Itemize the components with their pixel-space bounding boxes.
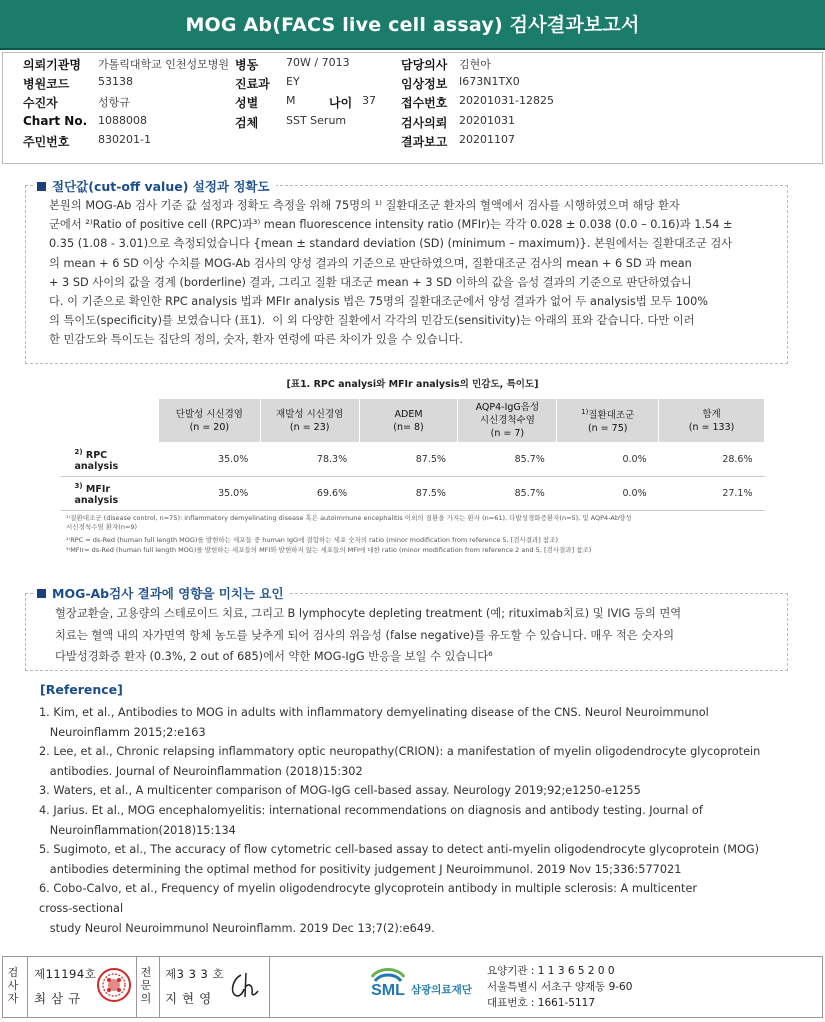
doctor-value: 김현아 [459,58,491,71]
request-label: 검사의뢰 [401,116,448,130]
table-cell: 78.3% [260,443,359,477]
hospcode-value: 53138 [98,75,133,88]
header-single-optic-neuritis: 단발성 시신경염 (n = 20) [158,399,260,443]
chart-label: Chart No. [23,114,88,128]
cutoff-heading [33,177,276,195]
table-footnote: ¹⁾질환대조군 (disease control, n=75): inflammatory demyelinating disease 혹은 autoimmune encephalitis 이외의 질환을 가지는 환자 (n=61), 다발성경화증환자(n=5), 및 AQP4-Ab양성 [66,514,632,522]
id-label: 주민번호 [23,135,70,149]
footer-divider [159,957,160,1017]
hospital-label: 의뢰기관명 [23,58,81,72]
table-header-row [61,399,765,443]
reference-line: 6. Cobo-Calvo, et al., Frequency of myelin oligodendrocyte glycoprotein antibody in multiple sclerosis: A multicenter [39,882,698,896]
table-cell: 0.0% [557,477,659,511]
tester-label: 검사자 [7,966,19,1005]
confirmer-number: 제3 3 3 호 [165,967,225,981]
clinical-label: 임상정보 [401,77,448,91]
report-value: 20201107 [459,133,515,146]
paragraph-line: 군에서 ²⁾Ratio of positive cell (RPC)과³⁾ mean fluorescence intensity ratio (MFIr)는 각각 0.028 ± 0.038 (0.0 – 0.16)과 1.54 ± [49,218,733,232]
paragraph-line: 의 특이도(specificity)를 보였습니다 (표1). 이 외 다양한 질환에서 각각의 민감도(sensitivity)는 아래의 표와 같습니다. 다만 이러 [49,314,695,328]
table-caption: [표1. RPC analysi와 MFIr analysis의 민감도, 특이도] [286,379,539,390]
lab-code: 요양기관 : 1 1 3 6 5 2 0 0 [487,965,615,977]
paragraph-line: 한 민감도와 특이도는 집단의 정의, 숫자, 환자 연령에 따른 차이가 있을 수 있습니다. [49,333,463,347]
header-aqp4-negative-nmo: AQP4-IgG음성 시신경척수염 (n = 7) [458,399,557,443]
accession-label: 접수번호 [401,96,448,110]
reference-line: antibodies determining the optimal method for positivity judgement J Neuroimmunol. 2019 Nov 15;336:577021 [39,862,682,876]
table-cell: 69.6% [260,477,359,511]
confirmer-name: 지 현 영 [165,991,212,1006]
chart-value: 1088008 [98,114,147,127]
table-cell: 87.5% [359,443,458,477]
header-recurrent-optic-neuritis: 재발성 시신경염 (n = 23) [260,399,359,443]
patient-info [2,52,823,164]
table-row-rpc [61,443,765,477]
paragraph-line: 혈장교환술, 고용량의 스테로이드 치료, 그리고 B lymphocyte depleting treatment (예; rituximab치료) 및 IVIG 등의 면역 [55,607,682,620]
report-title: MOG Ab(FACS live cell assay) 검사결과보고서 [185,14,640,36]
paragraph-line: 치료는 혈액 내의 자가면역 항체 농도를 낮추게 되어 검사의 위음성 (false negative)를 유도할 수 있습니다. 매우 적은 숫자의 [55,628,674,642]
reference-line: 3. Waters, et al., A multicenter comparison of MOG-IgG cell-based assay. Neurology 2019;92;e1250-e1255 [39,784,641,798]
table-cell: 87.5% [359,477,458,511]
dept-label: 진료과 [235,77,270,91]
table-footnote: 시신경척수염 환자(n=9) [66,523,138,531]
dept-value: EY [286,75,300,88]
hospital-value: 가톨릭대학교 인천성모병원 [98,58,230,71]
reference-line: 5. Sugimoto, et al., The accuracy of flow cytometric cell-based assay to detect anti-myelin oligodendrocyte glycoprotein (MOG) [39,843,760,857]
name-value: 성항규 [98,96,130,109]
seal-stamp-icon [96,967,132,1003]
id-value: 830201-1 [98,133,151,146]
row-label-mfir: $^{3)}$ MFIr analysis [61,477,159,511]
age-label: 나이 [329,96,353,110]
signature-icon [227,971,263,1001]
hospcode-label: 병원코드 [23,77,70,91]
footer-divider [269,957,270,1017]
sex-label: 성별 [235,96,259,110]
table-row-mfir [61,477,765,511]
paragraph-line: 본원의 MOG-Ab 검사 기준 값 설정과 정확도 측정을 위해 75명의 ¹⁾ 질환대조군 환자의 혈액에서 검사를 시행하였으며 해당 환자 [49,199,680,212]
sml-logo-text: SML [371,982,405,999]
table-cell: 85.7% [458,443,557,477]
tester-name: 최 삼 규 [34,991,81,1006]
ward-label: 병동 [235,58,259,72]
age-value: 37 [362,94,376,107]
factors-heading-text: MOG-Ab검사 결과에 영향을 미치는 요인 [52,586,284,601]
reference-line: Neuroinflamm 2015;2:e163 [39,725,206,739]
reference-line: Neuroinflammation(2018)15:134 [39,823,236,837]
specimen-label: 검체 [235,116,259,130]
table-cell: 85.7% [458,477,557,511]
lab-address: 서울특별시 서초구 양재동 9-60 [487,981,633,993]
sex-value: M [286,94,296,107]
paragraph-line: 의 mean + 6 SD 이상 수치를 MOG-Ab 검사의 양성 결과의 기준으로 판단하였으며, 질환대조군 검사의 mean + 6 SD 과 mean [49,256,692,270]
ward-value: 70W / 7013 [286,56,350,69]
reference-line: 4. Jarius. Et al., MOG encephalomyelitis: international recommendations on diagnosis and antibody testing. Journal of [39,804,703,817]
tester-number: 제11194호 [34,967,97,981]
request-value: 20201031 [459,114,515,127]
paragraph-line: 다. 이 기준으로 확인한 RPC analysis 법과 MFIr analysis 법은 75명의 질환대조군에서 양성 결과가 없어 두 analysis법 모두 100% [49,295,709,308]
paragraph-line: 다발성경화증 환자 (0.3%, 2 out of 685)에서 약한 MOG-IgG 반응을 보일 수 있습니다⁶ [55,650,493,663]
reference-line: antibodies. Journal of Neuroinflammation (2018)15:302 [39,764,363,778]
reference-line: 1. Kim, et al., Antibodies to MOG in adults with inflammatory demyelinating disease of the CNS. Neurol Neuroimmunol [39,706,709,719]
square-bullet-icon [37,589,46,598]
specimen-value: SST Serum [286,114,347,127]
header-adem: ADEM (n= 8) [359,399,458,443]
reference-title: [Reference] [40,682,123,697]
report-footer [2,956,823,1018]
cutoff-heading-text: 절단값(cut-off value) 설정과 정확도 [52,179,270,194]
footer-divider [136,957,137,1017]
confirmer-label: 전문의 [140,966,152,1005]
report-label: 결과보고 [401,135,448,149]
table-cell: 0.0% [557,443,659,477]
name-label: 수진자 [23,96,58,110]
sensitivity-table [60,398,765,511]
table-footnote: ²⁾RPC = ds-Red (human full length MOG)를 발현하는 세포들 중 human IgG에 결합하는 세포 숫자의 ratio (minor modification from reference 5, [검사결과] 참조) [66,536,559,544]
org-name: 삼광의료재단 [411,984,472,996]
accession-value: 20201031-12825 [459,94,554,107]
lab-phone: 대표번호 : 1661-5117 [487,997,596,1009]
table-cell: 35.0% [158,477,260,511]
clinical-value: I673N1TX0 [459,75,520,88]
table-cell: 27.1% [659,477,765,511]
table-cell: 35.0% [158,443,260,477]
table-corner [61,399,159,443]
row-label-rpc: $^{2)}$ RPC analysis [61,443,159,477]
square-bullet-icon [37,182,46,191]
table-footnote: ³⁾MFIr= ds-Red (human full length MOG)를 발현하는 세포들의 MFI와 발현하지 않는 세포들의 MFI에 대한 ratio (minor modification from reference 2 and 5, [검사결과] 참조) [66,546,592,554]
header-total: 합계 (n = 133) [659,399,765,443]
paragraph-line: 0.35 (1.08 - 3.01)으로 측정되었습니다 {mean ± standard deviation (SD) (minimum – maximum)}. 본원에서는 질환대조군 검사 [49,237,733,251]
doctor-label: 담당의사 [401,58,448,72]
footer-divider [27,957,28,1017]
table-cell: 28.6% [659,443,765,477]
header-disease-control: $^{1)}$질환대조군 (n = 75) [557,399,659,443]
reference-line: 2. Lee, et al., Chronic relapsing inflammatory optic neuropathy(CRION): a manifestation of myelin oligodendrocyte glycoprotein [39,745,761,759]
paragraph-line: + 3 SD 사이의 값을 경계 (borderline) 결과, 그리고 질환 대조군 mean + 3 SD 이하의 값을 음성 결과의 기준으로 판단하였습니 [49,275,692,289]
reference-line: study Neurol Neuroimmunol Neuroinflamm. 2019 Dec 13;7(2):e649. [39,921,435,935]
factors-heading [33,584,290,602]
reference-line: cross-sectional [39,902,124,915]
